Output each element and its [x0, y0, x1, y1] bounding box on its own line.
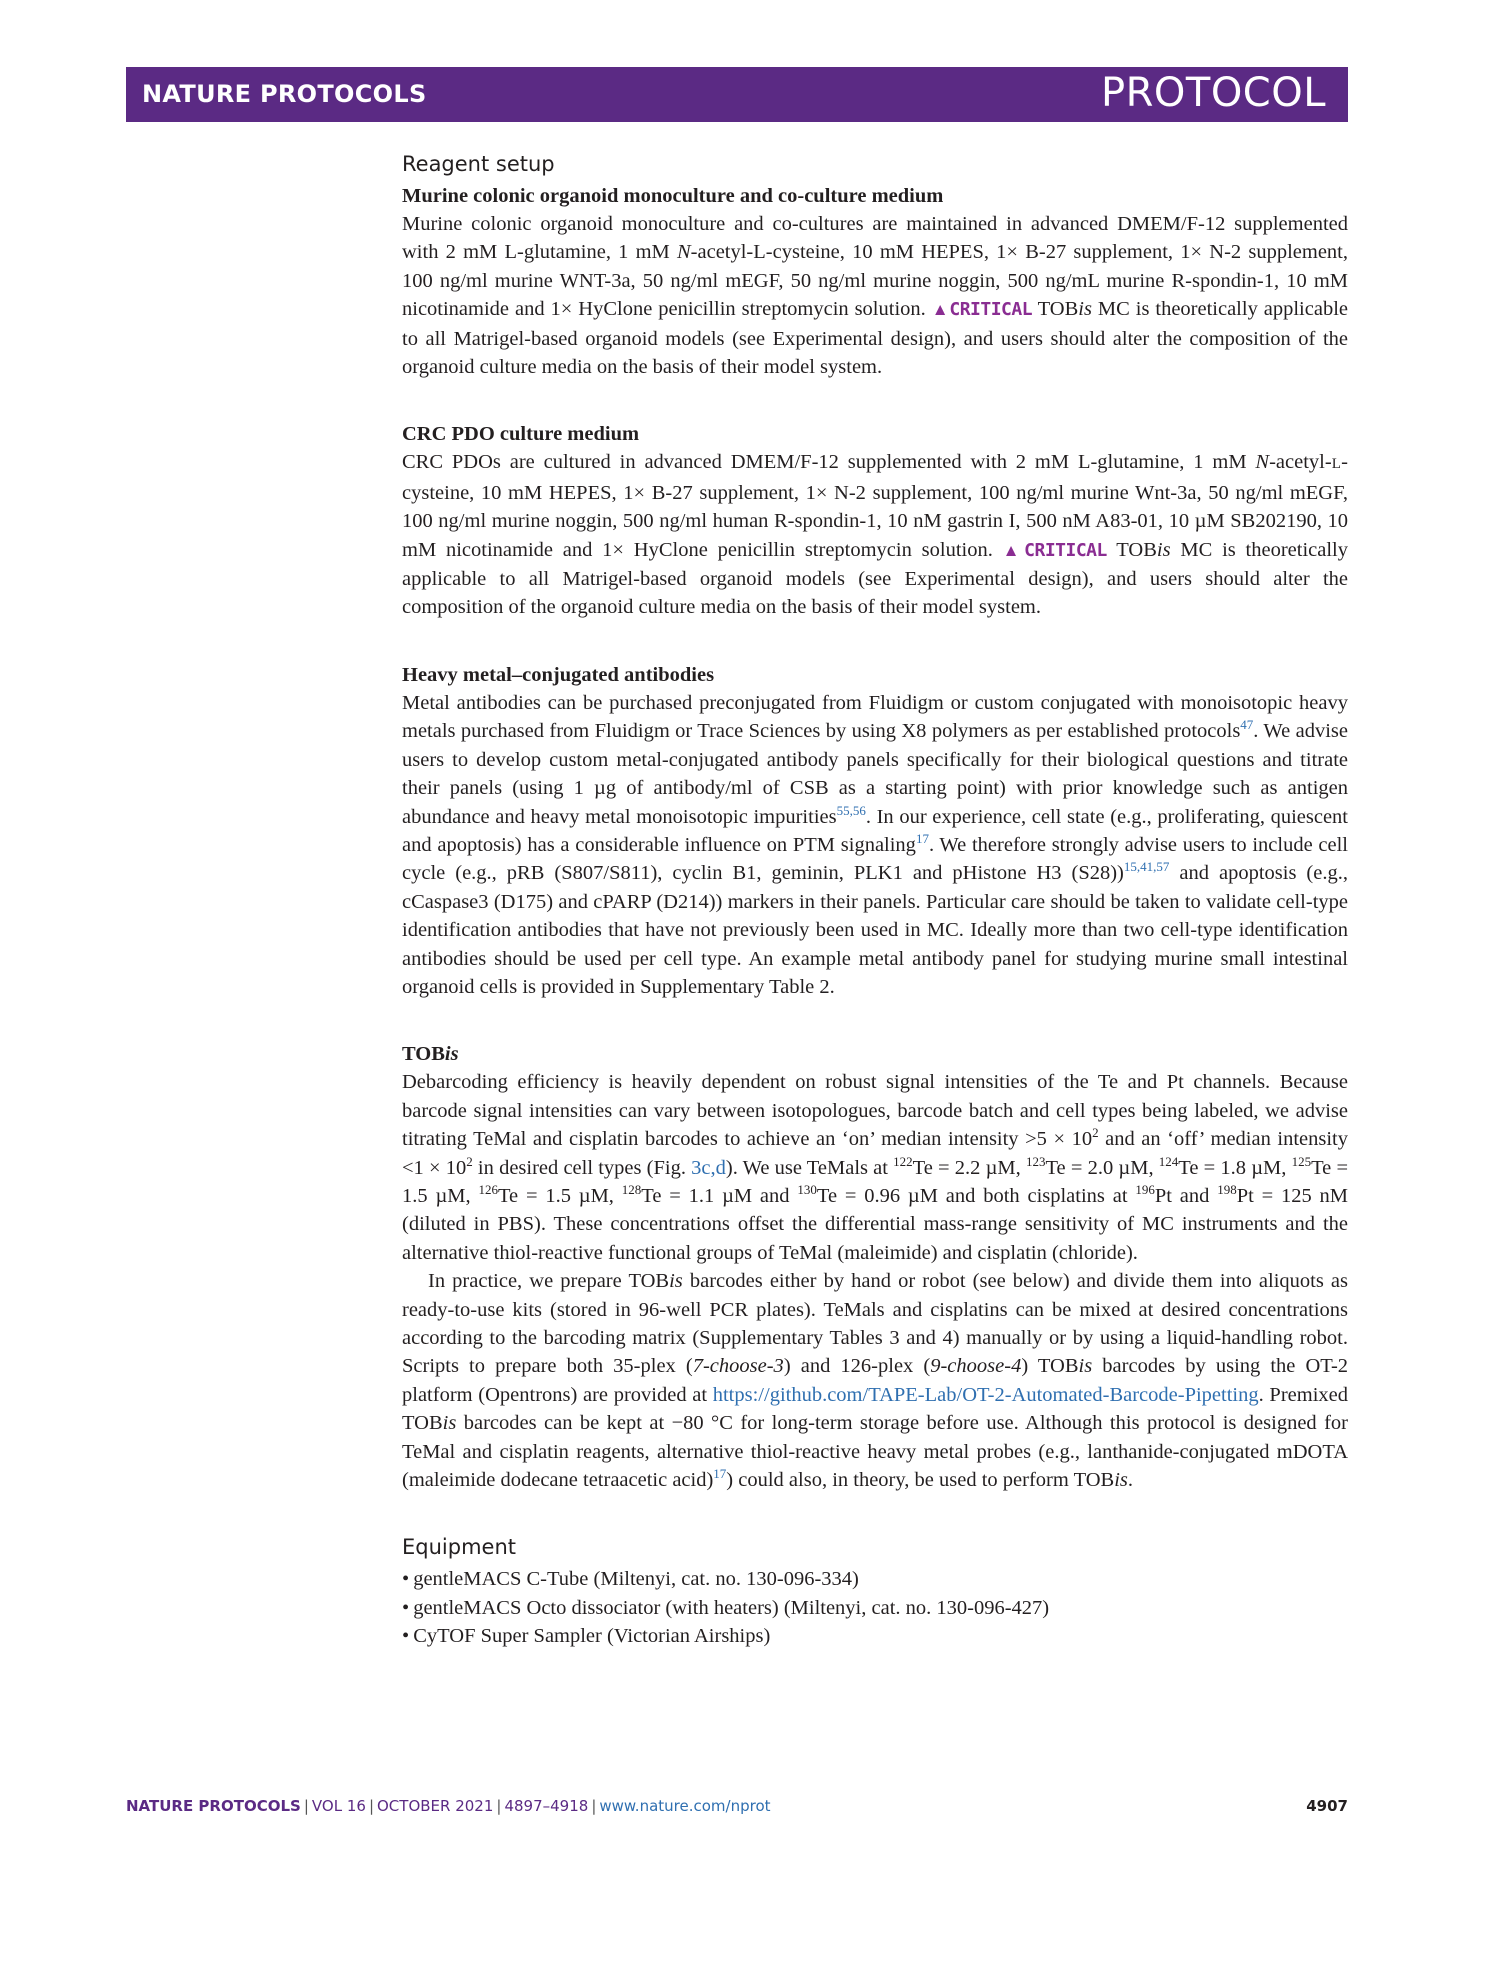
reagent-setup-title: Reagent setup — [402, 152, 555, 176]
citation-link[interactable]: 15,41,57 — [1123, 859, 1170, 875]
critical-label: CRITICAL — [949, 299, 1033, 321]
article-type: PROTOCOL — [1100, 70, 1326, 116]
critical-label: CRITICAL — [1024, 539, 1107, 561]
tobis-section — [402, 1040, 1348, 1494]
crc-medium-title: CRC PDO culture medium — [402, 423, 640, 446]
critical-triangle-icon: ▲ — [1002, 540, 1025, 560]
footer-volume: VOL 16 — [311, 1797, 366, 1815]
footer-url[interactable]: www.nature.com/nprot — [599, 1797, 771, 1815]
murine-medium-section — [402, 182, 1348, 381]
citation-link[interactable]: 17 — [915, 831, 929, 847]
page-footer — [126, 1797, 1348, 1821]
equipment-title: Equipment — [402, 1535, 516, 1560]
citation-link[interactable]: 17 — [713, 1466, 727, 1482]
antibodies-text: Metal antibodies can be purchased preconjugated from Fluidigm or custom conjugated with monoisotopic heavy metals purchased from Fluidigm or Trace Sciences by using X8 polymers as per established protocols$^{47}$. We advise users to develop custom metal-conjugated antibody panels specifically for their biological questions and titrate their panels (using 1 µg of antibody/ml of CSB as a starting point) with prior knowledge such as antigen abundance and heavy metal monoisotopic impurities$^{55,56}$. In our experience, cell state (e.g., proliferating, quiescent and apoptosis) has a considerable influence on PTM signaling$^{17}$. We therefore strongly advise users to include cell cycle (e.g., pRB (S807/S811), cyclin B1, geminin, PLK1 and pHistone H3 (S28))$^{15,41,57}$ and apoptosis (e.g., cCaspase3 (D175) and cPARP (D214)) markers in their panels. Particular care should be taken to validate cell-type identification antibodies that have not previously been used in MC. Ideally more than two cell-type identification antibodies should be used per cell type. An example metal antibody panel for studying murine small intestinal organoid cells is provided in Supplementary Table 2. — [402, 691, 1349, 998]
footer-citation: NATURE PROTOCOLS | VOL 16 | OCTOBER 2021 | 4897–4918 | www.nature.com/nprot — [126, 1797, 771, 1815]
murine-medium-title: Murine colonic organoid monoculture and co-culture medium — [402, 185, 944, 207]
footer-pages: 4897–4918 — [504, 1797, 589, 1815]
header-bar — [126, 67, 1348, 122]
antibodies-section — [402, 661, 1348, 1001]
antibodies-title: Heavy metal–conjugated antibodies — [402, 663, 715, 686]
tobis-title: TOBis — [402, 1043, 459, 1066]
tobis-paragraph-1: Debarcoding efficiency is heavily dependent on robust signal intensities of the Te and Pt channels. Because barcode signal intensities can vary between isotopologues, barcode batch and cell types being labeled, we advise titrating TeMal and cisplatin barcodes to achieve an ‘on’ median intensity $>5 \times 10^2$ and an ‘off’ median intensity $<1 \times 10^2$ in desired cell types (Fig. 3c,d). We use TeMals at $^{122}$Te = 2.2 µM, $^{123}$Te = 2.0 µM, $^{124}$Te = 1.8 µM, $^{125}$Te = 1.5 µM, $^{126}$Te = 1.5 µM, $^{128}$Te = 1.1 µM and $^{130}$Te = 0.96 µM and both cisplatins at $^{196}$Pt and $^{198}$Pt = 125 nM (diluted in PBS). These concentrations offset the differential mass-range sensitivity of MC instruments and the alternative thiol-reactive functional groups of TeMal (maleimide) and cisplatin (chloride). — [402, 1071, 1349, 1264]
murine-medium-text: Murine colonic organoid monoculture and co-cultures are maintained in advanced DMEM/F-12 supplemented with 2 mM L-glutamine, 1 mM N-acetyl-L-cysteine, 10 mM HEPES, 1× B-27 supplement, 1× N-2 supplement, 100 ng/ml murine WNT-3a, 50 ng/ml mEGF, 50 ng/ml murine noggin, 500 ng/mL murine R-spondin-1, 10 mM nicotinamide and 1× HyClone penicillin streptomycin solution. ▲CRITICAL TOBis MC is theoretically applicable to all Matrigel-based organoid models (see Experimental design), and users should alter the composition of the organoid culture media on the basis of their model system. — [402, 213, 1348, 379]
main-content — [402, 150, 1348, 1651]
github-link[interactable]: https://github.com/TAPE-Lab/OT-2-Automated-Barcode-Pipetting — [712, 1383, 1259, 1406]
tobis-paragraph-2: In practice, we prepare TOBis barcodes either by hand or robot (see below) and divide them into aliquots as ready-to-use kits (stored in 96-well PCR plates). TeMals and cisplatins can be mixed at desired concentrations according to the barcoding matrix (Supplementary Tables 3 and 4) manually or by using a liquid-handling robot. Scripts to prepare both 35-plex (7-choose-3) and 126-plex (9-choose-4) TOBis barcodes by using the OT-2 platform (Opentrons) are provided at https://github.com/TAPE-Lab/OT-2-Automated-Barcode-Pipetting. Premixed TOBis barcodes can be kept at −80 °C for long-term storage before use. Although this protocol is designed for TeMal and cisplatin reagents, alternative thiol-reactive heavy metal probes (e.g., lanthanide-conjugated mDOTA (maleimide dodecane tetraacetic acid)$^{17}$) could also, in theory, be used to perform TOBis. — [402, 1270, 1349, 1492]
citation-link[interactable]: 47 — [1240, 717, 1254, 733]
equipment-section — [402, 1533, 1348, 1650]
footer-journal: NATURE PROTOCOLS — [126, 1797, 301, 1815]
journal-name: NATURE PROTOCOLS — [142, 80, 427, 108]
equipment-list — [402, 1565, 1348, 1650]
critical-triangle-icon: ▲ — [931, 300, 950, 320]
list-item: • gentleMACS C-Tube (Miltenyi, cat. no. 130-096-334) — [402, 1565, 1348, 1593]
list-item: • gentleMACS Octo dissociator (with heaters) (Miltenyi, cat. no. 130-096-427) — [402, 1594, 1348, 1622]
crc-medium-text: CRC PDOs are cultured in advanced DMEM/F-12 supplemented with 2 mM L-glutamine, 1 mM N-acetyl-L-cysteine, 10 mM HEPES, 1× B-27 supplement, 1× N-2 supplement, 100 ng/ml murine Wnt-3a, 50 ng/ml mEGF, 100 ng/ml murine noggin, 500 ng/ml human R-spondin-1, 10 nM gastrin I, 500 nM A83-01, 10 µM SB202190, 10 mM nicotinamide and 1× HyClone penicillin streptomycin solution. ▲CRITICAL TOBis MC is theoretically applicable to all Matrigel-based organoid models (see Experimental design), and users should alter the composition of the organoid culture media on the basis of their model system. — [402, 451, 1349, 619]
list-item: • CyTOF Super Sampler (Victorian Airships) — [402, 1622, 1348, 1650]
footer-date: OCTOBER 2021 — [377, 1797, 494, 1815]
figure-link[interactable]: 3c,d — [691, 1156, 726, 1179]
citation-link[interactable]: 55,56 — [836, 802, 866, 818]
page-number: 4907 — [1306, 1797, 1348, 1815]
crc-medium-section — [402, 420, 1348, 621]
